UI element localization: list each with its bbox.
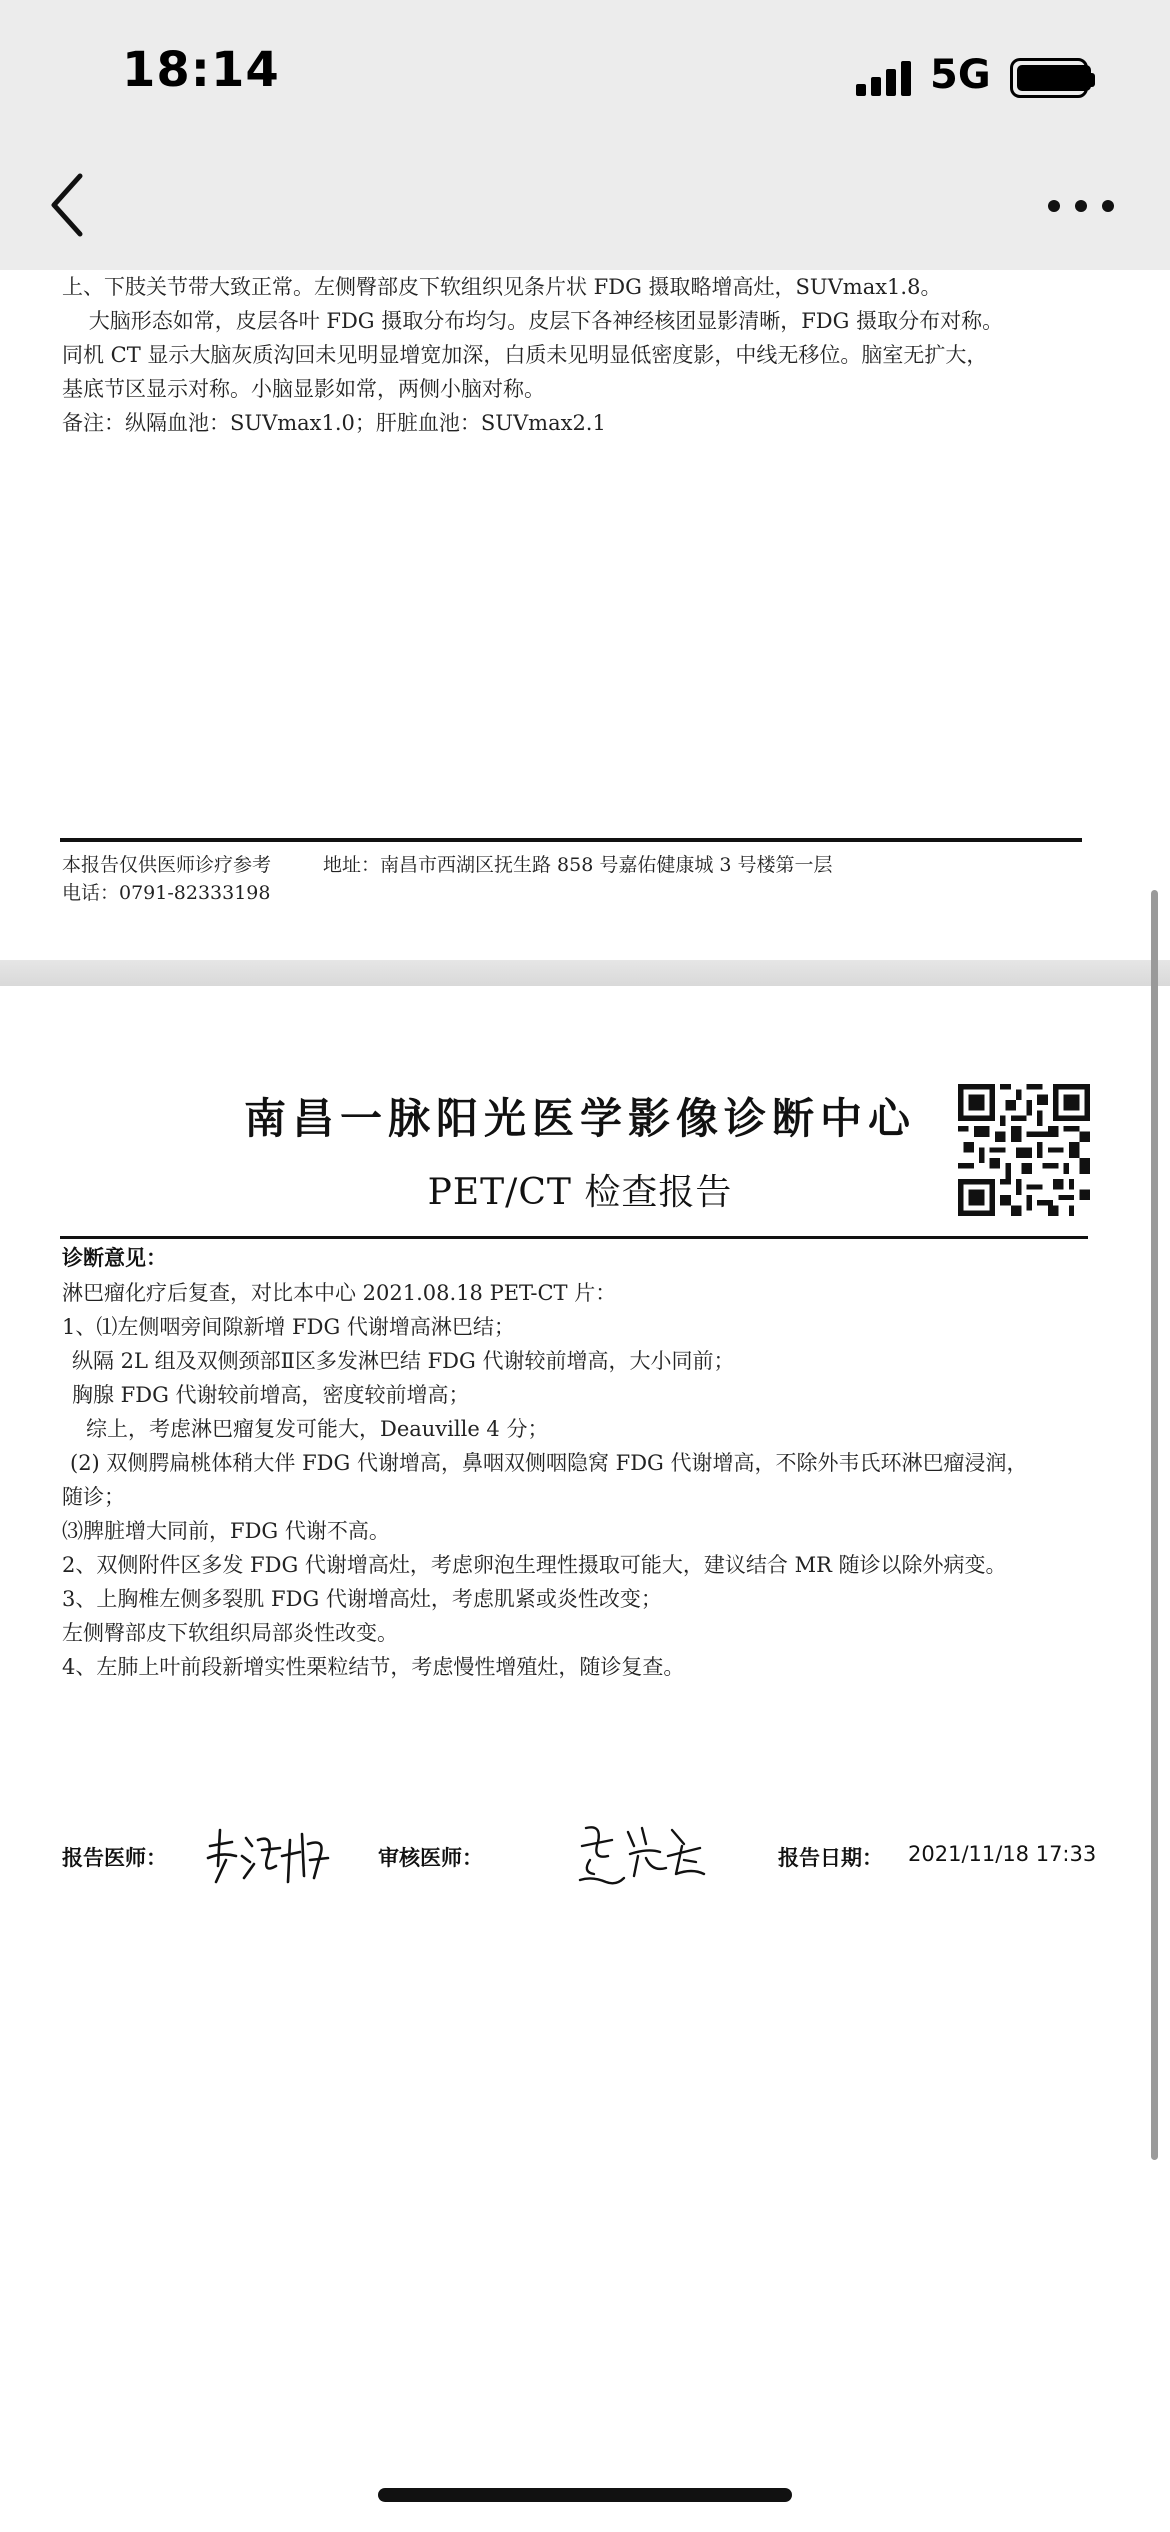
diagnosis-line: 4、左肺上叶前段新增实性栗粒结节，考虑慢性增殖灶，随诊复查。 <box>62 1655 685 1679</box>
findings-line: 同机 CT 显示大脑灰质沟回未见明显增宽加深，白质未见明显低密度影，中线无移位。脑室无扩大， <box>62 343 988 367</box>
chevron-left-icon <box>40 170 100 240</box>
signature-row <box>62 1816 1122 1886</box>
footer-line <box>62 850 833 877</box>
report-page-2 <box>0 986 1170 2532</box>
diagnosis-line: 2、双侧附件区多发 FDG 代谢增高灶，考虑卵泡生理性摄取可能大，建议结合 MR 随诊以除外病变。 <box>62 1553 1007 1577</box>
findings-line: 大脑形态如常，皮层各叶 FDG 摄取分布均匀。皮层下各神经核团显影清晰，FDG 摄取分布对称。 <box>62 309 1004 333</box>
qr-code-icon <box>958 1084 1090 1216</box>
diagnosis-line: 1、⑴左侧咽旁间隙新增 FDG 代谢增高淋巴结； <box>62 1315 515 1339</box>
diagnosis-label: 诊断意见： <box>62 1245 167 1270</box>
network-label: 5G <box>930 52 991 98</box>
diagnosis-line: 随诊； <box>62 1485 125 1509</box>
back-button[interactable] <box>40 170 100 240</box>
battery-icon <box>1010 58 1088 98</box>
footer-address: 地址：南昌市西湖区抚生路 858 号嘉佑健康城 3 号楼第一层 <box>323 854 833 876</box>
diagnosis-line: 综上，考虑淋巴瘤复发可能大，Deauville 4 分； <box>86 1417 549 1441</box>
findings-line: 上、下肢关节带大致正常。左侧臀部皮下软组织见条片状 FDG 摄取略增高灶，SUVmax1.8。 <box>62 275 942 299</box>
report-title: PET/CT 检查报告 <box>427 1172 733 1213</box>
diagnosis-line: 淋巴瘤化疗后复查，对比本中心 2021.08.18 PET-CT 片： <box>62 1281 617 1305</box>
reviewer-label: 审核医师： <box>378 1845 483 1870</box>
reviewer-signature <box>572 1816 712 1892</box>
diagnosis-line: (2) 双侧腭扁桃体稍大伴 FDG 代谢增高，鼻咽双侧咽隐窝 FDG 代谢增高，不除外韦氏环淋巴瘤浸润， <box>70 1451 1028 1475</box>
diagnosis-text <box>62 1276 1112 1684</box>
diagnosis-line: ⑶脾脏增大同前，FDG 代谢不高。 <box>62 1519 390 1543</box>
findings-line: 备注：纵隔血池：SUVmax1.0；肝脏血池：SUVmax2.1 <box>62 411 606 435</box>
vertical-scrollbar[interactable] <box>1151 890 1158 2160</box>
footer-divider <box>60 838 1082 842</box>
diagnosis-line: 纵隔 2L 组及双侧颈部Ⅱ区多发淋巴结 FDG 代谢较前增高，大小同前； <box>72 1349 735 1373</box>
signal-icon <box>856 60 914 96</box>
footer-phone: 电话：0791-82333198 <box>62 882 271 904</box>
report-page-1 <box>0 270 1170 960</box>
diagnosis-line: 胸腺 FDG 代谢较前增高，密度较前增高； <box>72 1383 470 1407</box>
diagnosis-line: 左侧臀部皮下软组织局部炎性改变。 <box>62 1621 398 1645</box>
report-doctor-label: 报告医师： <box>62 1845 167 1870</box>
header-divider <box>60 1236 1088 1239</box>
findings-line: 基底节区显示对称。小脑显影如常，两侧小脑对称。 <box>62 377 545 401</box>
findings-text <box>62 270 1102 440</box>
footer-disclaimer: 本报告仅供医师诊疗参考 <box>62 854 272 876</box>
report-doctor-signature <box>202 1816 332 1892</box>
page-separator <box>0 960 1170 986</box>
top-bar <box>0 0 1170 270</box>
report-date-label: 报告日期： <box>778 1845 883 1870</box>
diagnosis-line: 3、上胸椎左侧多裂肌 FDG 代谢增高灶，考虑肌紧或炎性改变； <box>62 1587 662 1611</box>
more-options-button[interactable] <box>1048 196 1116 216</box>
home-indicator[interactable] <box>378 2488 792 2502</box>
status-time: 18:14 <box>122 42 280 98</box>
report-date-value: 2021/11/18 17:33 <box>908 1842 1097 1866</box>
center-name: 南昌一脉阳光医学影像诊断中心 <box>243 1094 916 1143</box>
